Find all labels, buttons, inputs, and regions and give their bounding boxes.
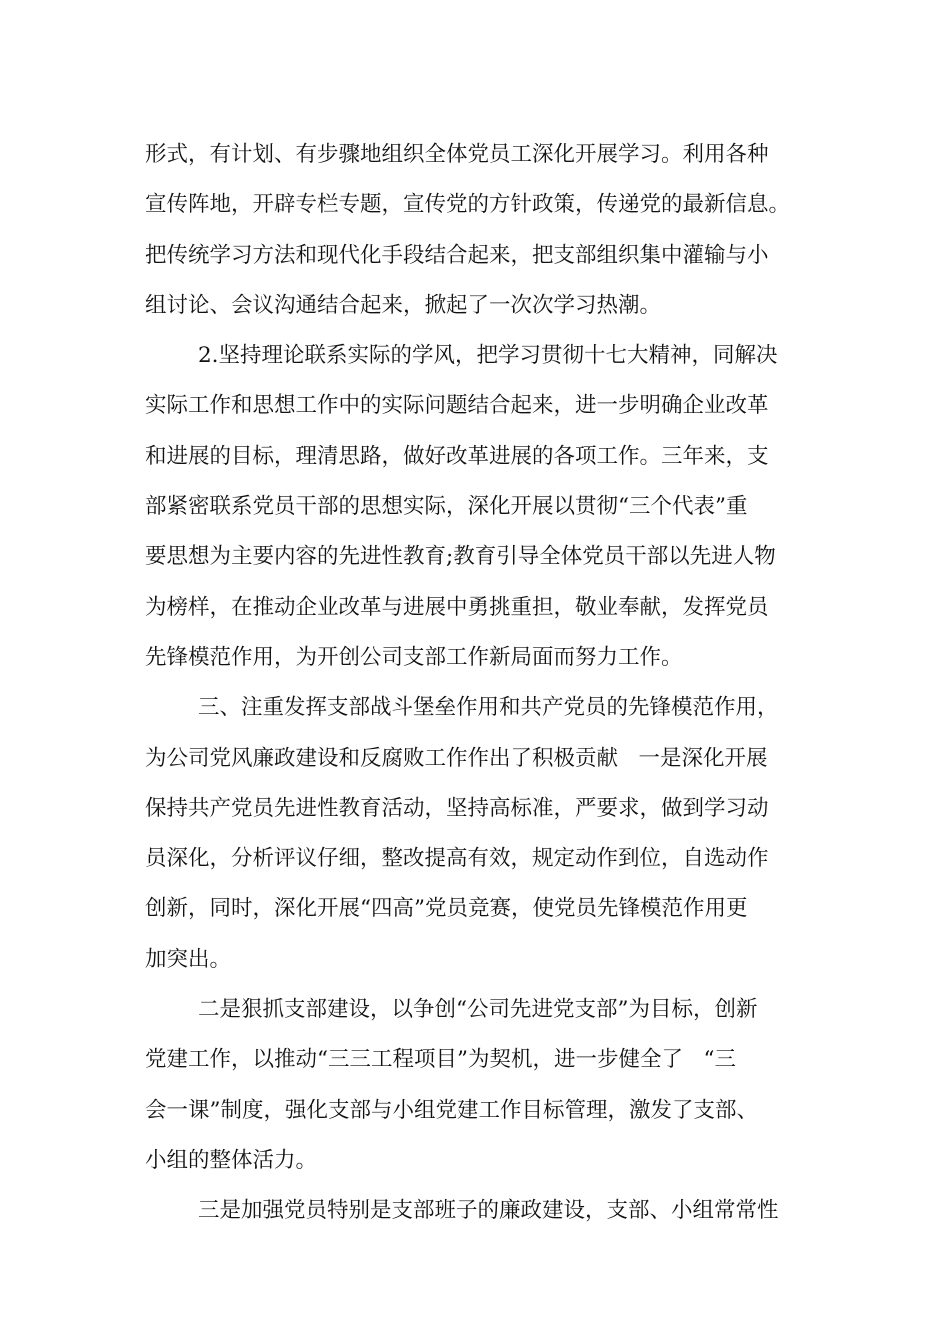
text-line: 部紧密联系党员干部的思想实际，深化开展以贯彻“三个代表”重	[145, 494, 748, 520]
text-line: 把传统学习方法和现代化手段结合起来，把支部组织集中灌输与小	[145, 242, 769, 268]
text-line: 二是狠抓支部建设，以争创“公司先进党支部”为目标，创新	[198, 997, 758, 1023]
text-line: 小组的整体活力。	[145, 1147, 318, 1173]
text-line: 为公司党风廉政建设和反腐败工作作出了积极贡献 一是深化开展	[145, 745, 768, 771]
text-line: 为榜样，在推动企业改革与进展中勇挑重担，敬业奉献，发挥党员	[145, 594, 769, 620]
text-line: 员深化，分析评议仔细，整改提高有效，规定动作到位，自选动作	[145, 846, 769, 872]
text-line: 和进展的目标，理清思路，做好改革进展的各项工作。三年来，支	[145, 443, 769, 469]
text-line: 党建工作，以推动“三三工程项目”为契机，进一步健全了 “三	[145, 1047, 736, 1073]
text-line: 形式，有计划、有步骤地组织全体党员工深化开展学习。利用各种	[145, 142, 769, 167]
text-line: 会一课”制度，强化支部与小组党建工作目标管理，激发了支部、	[145, 1097, 758, 1123]
text-line: 2.坚持理论联系实际的学风，把学习贯彻十七大精神，同解决	[198, 343, 778, 369]
text-line: 先锋模范作用，为开创公司支部工作新局面而努力工作。	[145, 644, 683, 670]
text-line: 实际工作和思想工作中的实际问题结合起来，进一步明确企业改革	[145, 393, 769, 419]
text-line: 创新，同时，深化开展“四高”党员竞赛，使党员先锋模范作用更	[145, 896, 748, 922]
text-line: 三是加强党员特别是支部班子的廉政建设，支部、小组常常性	[198, 1198, 779, 1224]
text-line: 要思想为主要内容的先进性教育;教育引导全体党员干部以先进人物	[145, 544, 776, 570]
text-line: 保持共产党员先进性教育活动，坚持高标准，严要求，做到学习动	[145, 795, 769, 821]
text-line: 组讨论、会议沟通结合起来，掀起了一次次学习热潮。	[145, 292, 662, 318]
text-line: 加突出。	[145, 946, 232, 972]
text-line: 宣传阵地，开辟专栏专题，宣传党的方针政策，传递党的最新信息。	[145, 192, 791, 218]
document-body	[145, 130, 817, 1237]
text-line: 三、注重发挥支部战斗堡垒作用和共产党员的先锋模范作用，	[198, 695, 779, 721]
